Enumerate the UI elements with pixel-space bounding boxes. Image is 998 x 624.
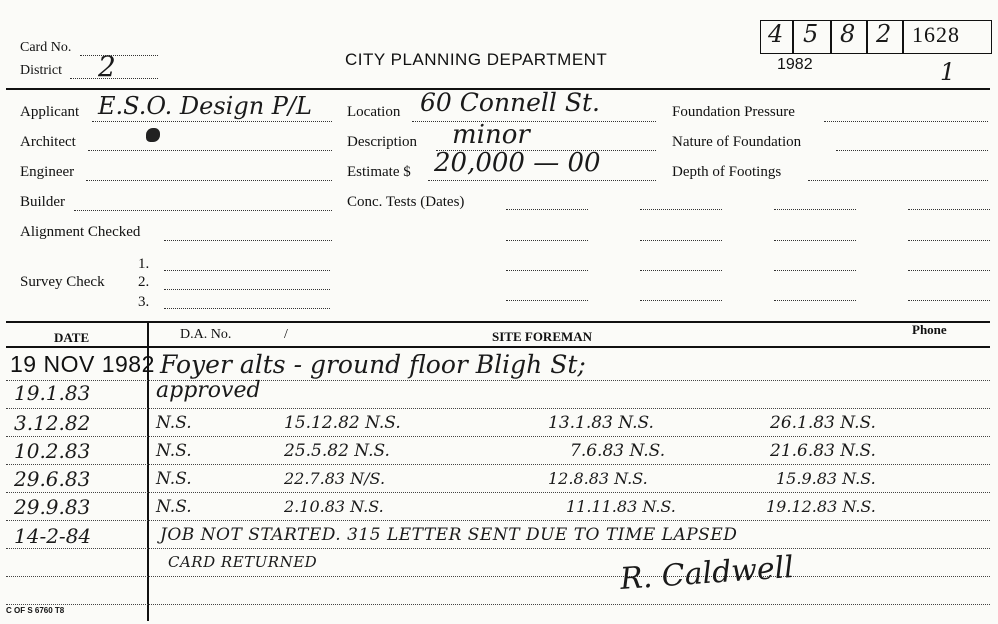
department-title: CITY PLANNING DEPARTMENT (345, 50, 608, 69)
log-cell: N.S. (156, 469, 192, 489)
foundation-pressure-label: Foundation Pressure (672, 104, 795, 120)
ref-digit: 2 (876, 20, 892, 48)
depth-footings-line (808, 180, 988, 181)
log-cell: N.S. (156, 413, 192, 433)
conc-line (506, 240, 588, 241)
log-date: 3.12.82 (14, 411, 91, 435)
log-date: 14-2-84 (14, 524, 92, 548)
da-no-header: D.A. No. (180, 327, 232, 342)
ink-blot (146, 128, 160, 142)
estimate-line (428, 180, 656, 181)
year-label: 1982 (777, 56, 813, 73)
nature-foundation-label: Nature of Foundation (672, 134, 802, 150)
survey-line (164, 308, 330, 309)
log-cell: 12.8.83 N.S. (548, 469, 648, 488)
log-entry: CARD RETURNED (168, 553, 318, 571)
alignment-line (164, 240, 332, 241)
location-label: Location (347, 104, 401, 120)
conc-line (640, 300, 722, 301)
conc-line (640, 270, 722, 271)
ref-number: 1628 (912, 22, 960, 47)
builder-line (74, 210, 332, 211)
conc-line (774, 209, 856, 210)
estimate-label: Estimate $ (347, 164, 411, 180)
log-cell: 25.5.82 N.S. (284, 441, 390, 461)
survey-line (164, 270, 330, 271)
log-cell: N.S. (156, 441, 192, 461)
conc-line (908, 270, 990, 271)
log-cell: 19.12.83 N.S. (766, 497, 876, 516)
log-cell: 15.9.83 N.S. (776, 469, 876, 488)
log-date: 29.6.83 (14, 467, 91, 491)
signature: R. Caldwell (618, 549, 795, 598)
applicant-line (92, 121, 332, 122)
log-cell: N.S. (156, 497, 192, 517)
sheet-mark: 1 (940, 58, 956, 86)
log-header-rule (6, 346, 990, 348)
row-line (6, 548, 990, 549)
row-line (6, 408, 990, 409)
date-header: DATE (54, 330, 90, 345)
architect-label: Architect (20, 134, 76, 150)
alignment-label: Alignment Checked (20, 224, 141, 240)
stamp-date: 19 NOV 1982 (10, 351, 155, 377)
builder-label: Builder (20, 194, 65, 210)
district-value: 2 (98, 50, 116, 83)
applicant-value: E.S.O. Design P/L (98, 92, 312, 120)
conc-line (774, 300, 856, 301)
conc-line (774, 270, 856, 271)
ref-digit: 5 (803, 20, 819, 48)
depth-footings-label: Depth of Footings (672, 164, 782, 180)
survey-label: Survey Check (20, 274, 105, 290)
log-entry: approved (156, 378, 261, 403)
description-label: Description (347, 134, 417, 150)
estimate-value: 20,000 — 00 (434, 148, 601, 178)
description-value: minor (452, 120, 530, 150)
log-cell: 13.1.83 N.S. (548, 413, 654, 433)
location-value: 60 Connell St. (420, 88, 600, 117)
row-line (6, 464, 990, 465)
log-cell: 11.11.83 N.S. (566, 497, 676, 516)
conc-line (506, 209, 588, 210)
log-cell: 7.6.83 N.S. (570, 441, 666, 461)
conc-line (908, 300, 990, 301)
phone-header: Phone (912, 322, 947, 337)
foundation-pressure-line (824, 121, 988, 122)
site-foreman-header: SITE FOREMAN (492, 329, 593, 344)
log-cell: 15.12.82 N.S. (284, 413, 401, 433)
log-entry: JOB NOT STARTED. 315 LETTER SENT DUE TO TIME LAPSED (160, 525, 738, 545)
da-slash: / (284, 327, 288, 342)
ref-divider (830, 20, 832, 54)
ref-divider (866, 20, 868, 54)
card-no-line (80, 55, 158, 56)
location-line (412, 121, 656, 122)
ref-digit: 4 (768, 20, 784, 48)
row-line (6, 604, 990, 605)
engineer-line (86, 180, 332, 181)
row-line (6, 576, 990, 577)
ref-digit: 8 (840, 20, 856, 48)
form-code: C OF S 6760 T8 (6, 606, 65, 615)
card-no-label: Card No. (20, 40, 72, 55)
log-date: 29.9.83 (14, 495, 91, 519)
conc-line (506, 300, 588, 301)
conc-tests-label: Conc. Tests (Dates) (347, 194, 465, 210)
log-cell: 22.7.83 N/S. (284, 469, 386, 488)
conc-line (640, 240, 722, 241)
log-entry: Foyer alts - ground floor Bligh St; (160, 350, 586, 379)
row-line (6, 436, 990, 437)
row-line (6, 380, 990, 381)
log-date: 19.1.83 (14, 381, 91, 405)
district-label: District (20, 63, 62, 78)
conc-line (640, 209, 722, 210)
ref-divider (792, 20, 794, 54)
log-cell: 26.1.83 N.S. (770, 413, 876, 433)
log-cell: 2.10.83 N.S. (284, 497, 384, 516)
survey-line (164, 289, 330, 290)
survey-item: 1. (138, 256, 150, 272)
nature-foundation-line (836, 150, 988, 151)
ref-divider (902, 20, 904, 54)
log-cell: 21.6.83 N.S. (770, 441, 876, 461)
survey-item: 2. (138, 274, 150, 290)
row-line (6, 520, 990, 521)
log-top-rule (6, 321, 990, 323)
conc-line (908, 209, 990, 210)
conc-line (506, 270, 588, 271)
survey-item: 3. (138, 294, 150, 310)
engineer-label: Engineer (20, 164, 75, 180)
log-date: 10.2.83 (14, 439, 91, 463)
conc-line (774, 240, 856, 241)
applicant-label: Applicant (20, 104, 80, 120)
row-line (6, 492, 990, 493)
conc-line (908, 240, 990, 241)
architect-line (88, 150, 332, 151)
